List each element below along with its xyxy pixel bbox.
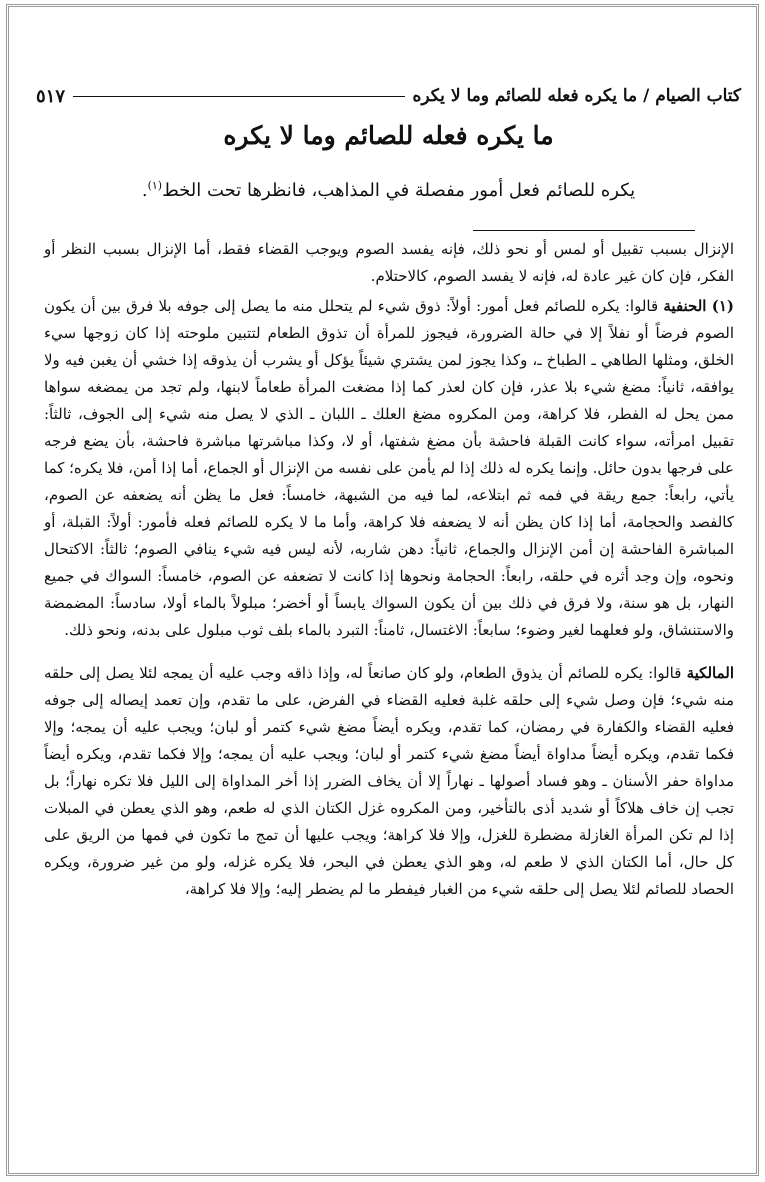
maliki-text: قالوا: يكره للصائم أن يذوق الطعام، ولو كان صانعاً له، وإذا ذاقه وجب عليه أن يمجه لئلا يصل إلى حلقه منه شيء؛ فإن وصل شيء إلى حلقه غلبة فعليه القضاء في الفرض، على ما تقدم، وإن تعمد إيصاله إلى جوفه فعليه القضاء والكفارة في رمضان، كما تقدم، ويكره أيضاً مضغ شيء كتمر أو لبان؛ ويجب عليه أن يمجه؛ وإلا فكما تقدم، ويكره أيضاً مداواة أيضاً مضغ شيء كتمر أو لبان؛ ويجب عليه أن يمجه؛ وإلا فكما تقدم، ويكره أيضاً مداواة حفر الأسنان ـ وهو فساد أصولها ـ نهاراً إلا أن يخاف الضرر إذا أخر المداواة إلى الليل فلا تكره نهاراً؛ بل تجب إن خاف هلاكاً أو شديد أذى بالتأخير، ومن المكروه غزل الكتان الذي له طعم، وهو الذي يعطن في المبلات إذا لم تكن المرأة الغازلة مضطرة للغزل، وإلا فلا كراهة؛ ويجب عليها أن تمج ما تكون في فمها من الريق على كل حال، أما الكتان الذي لا طعم له، وهو الذي يعطن في البحر، فلا يكره غزله، ولو من غير ضرورة، ويكره الحصاد للصائم لئلا يصل إلى حلقه شيء من الغبار فيفطر ما لم يضطر إليه؛ وإلا فلا كراهة، (44, 664, 734, 898)
footnote-number: (١) (711, 297, 734, 315)
footnote-ref: (١) (147, 179, 163, 192)
school-name-hanafi: الحنفية (663, 297, 707, 315)
running-header (36, 78, 741, 114)
footnote-continuation: الإنزال بسبب تقبيل أو لمس أو نحو ذلك، فإنه يفسد الصوم ويوجب القضاء فقط، أما الإنزال بسبب النظر أو الفكر، فإن كان غير عادة له، فإنه لا يفسد الصوم، كالاحتلام. (44, 240, 734, 285)
school-name-maliki: المالكية (686, 664, 734, 682)
footnote-hanafi (44, 293, 734, 644)
intro-sentence: يكره للصائم فعل أمور مفصلة في المذاهب، فانظرها تحت الخط (162, 180, 636, 201)
page-number: ٥١٧ (36, 85, 66, 107)
chapter-title: ما يكره فعله للصائم وما لا يكره (223, 121, 554, 150)
running-header-rule (73, 96, 404, 97)
hanafi-text: قالوا: يكره للصائم فعل أمور: أولاً: ذوق شيء لم يتحلل منه ما يصل إلى جوفه بلا فرق بين أن يكون الصوم فرضاً أو نفلاً إلا في حالة الضرورة، فيجوز للمرأة أن تذوق الطعام لتتبين ملوحته إذا كان زوجها سيء الخلق، ومثلها الطاهي ـ الطباخ ـ، وكذا يجوز لمن يشتري شيئاً يؤكل أو يشرب أن يذوقه إذا خشي أن يغبن فيه ولا يوافقه، ثانياً: مضغ شيء بلا عذر، فإن كان لعذر كما إذا مضغت المرأة طعاماً لابنها، ولم تجد من يمضغه سواها ممن يحل له الفطر، فلا كراهة، ومن المكروه مضغ العلك ـ اللبان ـ الذي لا يصل منه شيء إلى الجوف، ثالثاً: تقبيل امرأته، سواء كانت القبلة فاحشة بأن مضغ شفتها، أو لا، وكذا مباشرتها مباشرة فاحشة، بأن يضع فرجه على فرجها بدون حائل. وإنما يكره له ذلك إذا لم يأمن على نفسه من الإنزال أو الجماع، أما إذا أمن، فلا يكره؛ كما يأتي، رابعاً: جمع ريقة في فمه ثم ابتلاعه، لما فيه من الشبهة، خامساً: فعل ما يظن أنه يضعفه عن الصوم، كالفصد والحجامة، أما إذا كان يظن أنه لا يضعفه فلا كراهة، وأما ما لا يكره للصائم فعله فأمور: أولاً: القبلة، أو المباشرة الفاحشة إن أمن الإنزال والجماع، ثانياً: دهن شاربه، لأنه ليس فيه شيء ينافي الصوم؛ ثالثاً: الاكتحال ونحوه، وإن وجد أثره في حلقه، رابعاً: الحجامة ونحوها إذا كانت لا تضعفه عن الصوم، خامساً: السواك في جميع النهار، بل هو سنة، ولا فرق في ذلك بين أن يكون السواك يابساً أو أخضر؛ مبلولاً بالماء أولا، سادساً: المضمضة والاستنشاق، ولو فعلهما لغير وضوء؛ سابعاً: الاغتسال، ثامناً: التبرد بالماء بلف ثوب مبلول على بدنه، ونحو ذلك. (44, 297, 734, 639)
footnote-maliki (44, 660, 734, 903)
footnotes (44, 236, 734, 1136)
intro-text (36, 164, 741, 208)
footnote-divider (473, 230, 695, 231)
intro-end: . (141, 180, 148, 201)
running-header-title: كتاب الصيام / ما يكره فعله للصائم وما لا يكره (412, 86, 741, 106)
